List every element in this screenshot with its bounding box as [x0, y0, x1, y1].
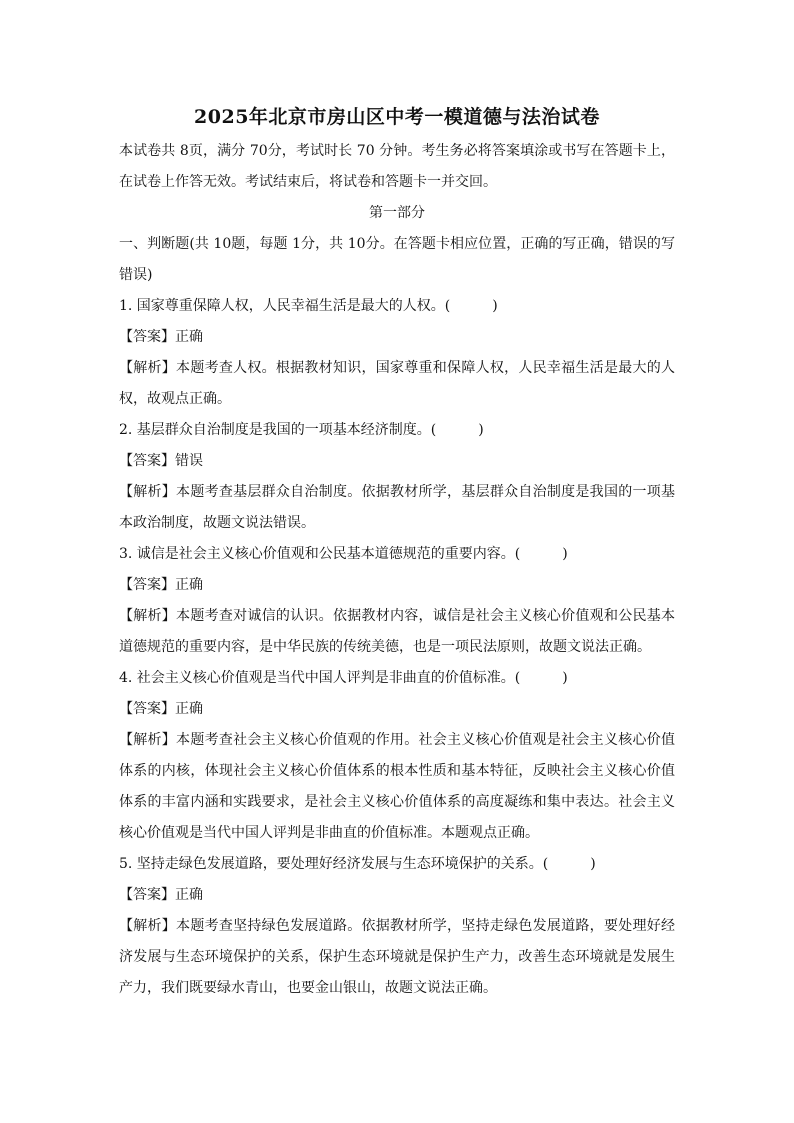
answer-line: 【答案】正确: [119, 329, 203, 345]
analysis-text: 【解析】本题考查社会主义核心价值观的作用。社会主义核心价值观是社会主义核心价值体系的内核，体现社会主义核心价值体系的根本性质和基本特征，反映社会主义核心价值体系的丰富内涵和实践要求，是社会主义核心价值体系的高度凝练和集中表达。社会主义核心价值观是当代中国人评判是非曲直的价值标准。本题观点正确。: [119, 732, 675, 841]
question-text: 1. 国家尊重保障人权，人民幸福生活是最大的人权。( ): [119, 298, 498, 314]
question-block: [119, 539, 675, 663]
analysis-text: 【解析】本题考查人权。根据教材知识，国家尊重和保障人权，人民幸福生活是最大的人权，故观点正确。: [119, 360, 675, 407]
analysis-text: 【解析】本题考查基层群众自治制度。依据教材所学，基层群众自治制度是我国的一项基本政治制度，故题文说法错误。: [119, 484, 675, 531]
question-text: 2. 基层群众自治制度是我国的一项基本经济制度。( ): [119, 422, 484, 438]
section-heading: 第一部分: [369, 205, 425, 221]
analysis-text: 【解析】本题考查坚持绿色发展道路。依据教材所学，坚持走绿色发展道路，要处理好经济发展与生态环境保护的关系，保护生态环境就是保护生产力，改善生态环境就是发展生产力，我们既要绿水青山，也要金山银山，故题文说法正确。: [119, 918, 675, 996]
question-block: [119, 663, 675, 849]
answer-line: 【答案】正确: [119, 701, 203, 717]
answer-line: 【答案】正确: [119, 577, 203, 593]
question-text: 4. 社会主义核心价值观是当代中国人评判是非曲直的价值标准。( ): [119, 670, 568, 686]
document-body: [119, 100, 675, 1004]
answer-line: 【答案】错误: [119, 453, 203, 469]
answer-line: 【答案】正确: [119, 887, 203, 903]
question-block: [119, 849, 675, 1004]
exam-instructions: 本试卷共 8页，满分 70分，考试时长 70 分钟。考生务必将答案填涂或书写在答题卡上，在试卷上作答无效。考试结束后，将试卷和答题卡一并交回。: [119, 143, 675, 190]
question-text: 5. 坚持走绿色发展道路，要处理好经济发展与生态环境保护的关系。( ): [119, 856, 596, 872]
document-title: 2025年北京市房山区中考一模道德与法治试卷: [194, 106, 600, 128]
question-block: [119, 415, 675, 539]
section-intro: 一、判断题(共 10题，每题 1分，共 10分。在答题卡相应位置，正确的写正确，错误的写错误): [119, 236, 675, 283]
question-text: 3. 诚信是社会主义核心价值观和公民基本道德规范的重要内容。( ): [119, 546, 568, 562]
analysis-text: 【解析】本题考查对诚信的认识。依据教材内容，诚信是社会主义核心价值观和公民基本道德规范的重要内容，是中华民族的传统美德，也是一项民法原则，故题文说法正确。: [119, 608, 675, 655]
question-block: [119, 291, 675, 415]
